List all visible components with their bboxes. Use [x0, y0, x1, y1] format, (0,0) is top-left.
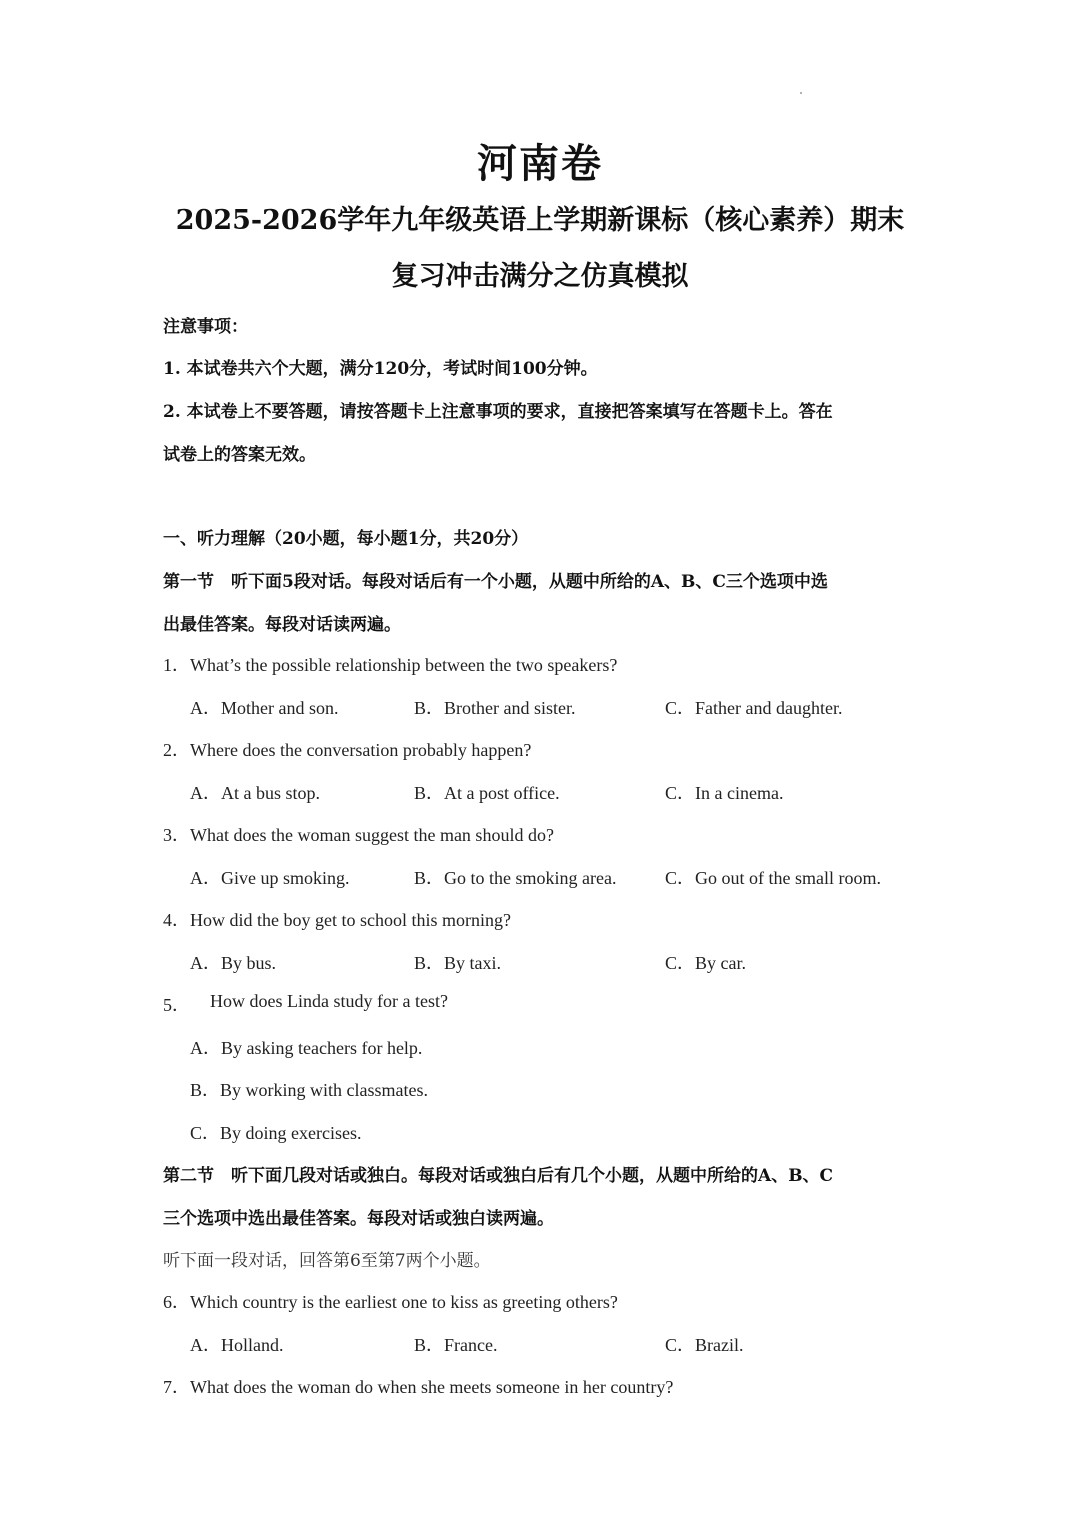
part1-heading: 一、听力理解（20小题，每小题1分，共20分）	[163, 529, 529, 549]
question-6-option-a: A．Holland.	[190, 1335, 284, 1355]
notes-heading: 注意事项：	[163, 317, 248, 337]
question-2-option-a: A．At a bus stop.	[190, 783, 320, 803]
question-7: 7．What does the woman do when she meets someone in her country?	[163, 1377, 674, 1397]
question-5-number: 5．	[163, 995, 190, 1015]
section2-note: 听下面一段对话，回答第6至第7两个小题。	[163, 1251, 491, 1271]
question-6-option-c: C．Brazil.	[665, 1335, 744, 1355]
question-2: 2．Where does the conversation probably happen?	[163, 740, 532, 760]
question-6-option-b: B．France.	[414, 1335, 498, 1355]
question-3: 3．What does the woman suggest the man should do?	[163, 825, 554, 845]
question-2-option-b: B．At a post office.	[414, 783, 560, 803]
question-3-option-c: C．Go out of the small room.	[665, 868, 881, 888]
question-6: 6．Which country is the earliest one to kiss as greeting others?	[163, 1292, 618, 1312]
question-4-option-c: C．By car.	[665, 953, 746, 973]
question-3-option-b: B．Go to the smoking area.	[414, 868, 617, 888]
section1-instruction-line1: 第一节 听下面5段对话。每段对话后有一个小题，从题中所给的A、B、C三个选项中选	[163, 572, 828, 592]
question-5: How does Linda study for a test?	[210, 991, 448, 1011]
question-4: 4．How did the boy get to school this morning?	[163, 910, 511, 930]
question-2-option-c: C．In a cinema.	[665, 783, 784, 803]
question-1-option-b: B．Brother and sister.	[414, 698, 576, 718]
question-1: 1．What’s the possible relationship between the two speakers?	[163, 655, 618, 675]
section2-instruction-line2: 三个选项中选出最佳答案。每段对话或独白读两遍。	[163, 1209, 554, 1229]
province-title: 河南卷	[477, 140, 603, 187]
question-1-option-c: C．Father and daughter.	[665, 698, 843, 718]
question-3-option-a: A．Give up smoking.	[190, 868, 350, 888]
exam-title-line1: 2025-2026学年九年级英语上学期新课标（核心素养）期末	[175, 205, 905, 236]
section2-instruction-line1: 第二节 听下面几段对话或独白。每段对话或独白后有几个小题，从题中所给的A、B、C	[163, 1166, 834, 1186]
note-item-2-line2: 试卷上的答案无效。	[163, 445, 316, 465]
section1-instruction-line2: 出最佳答案。每段对话读两遍。	[163, 615, 401, 635]
note-item-2-line1: 2. 本试卷上不要答题，请按答题卡上注意事项的要求，直接把答案填写在答题卡上。答在	[163, 402, 833, 422]
question-5-option-a: A．By asking teachers for help.	[190, 1038, 423, 1058]
question-5-option-b: B．By working with classmates.	[190, 1080, 428, 1100]
question-1-option-a: A．Mother and son.	[190, 698, 339, 718]
note-item-1: 1. 本试卷共六个大题，满分120分，考试时间100分钟。	[163, 359, 598, 379]
stray-dot	[800, 92, 802, 94]
question-5-option-c: C．By doing exercises.	[190, 1123, 362, 1143]
question-4-option-b: B．By taxi.	[414, 953, 502, 973]
question-4-option-a: A．By bus.	[190, 953, 277, 973]
exam-title-line2: 复习冲击满分之仿真模拟	[391, 261, 689, 292]
